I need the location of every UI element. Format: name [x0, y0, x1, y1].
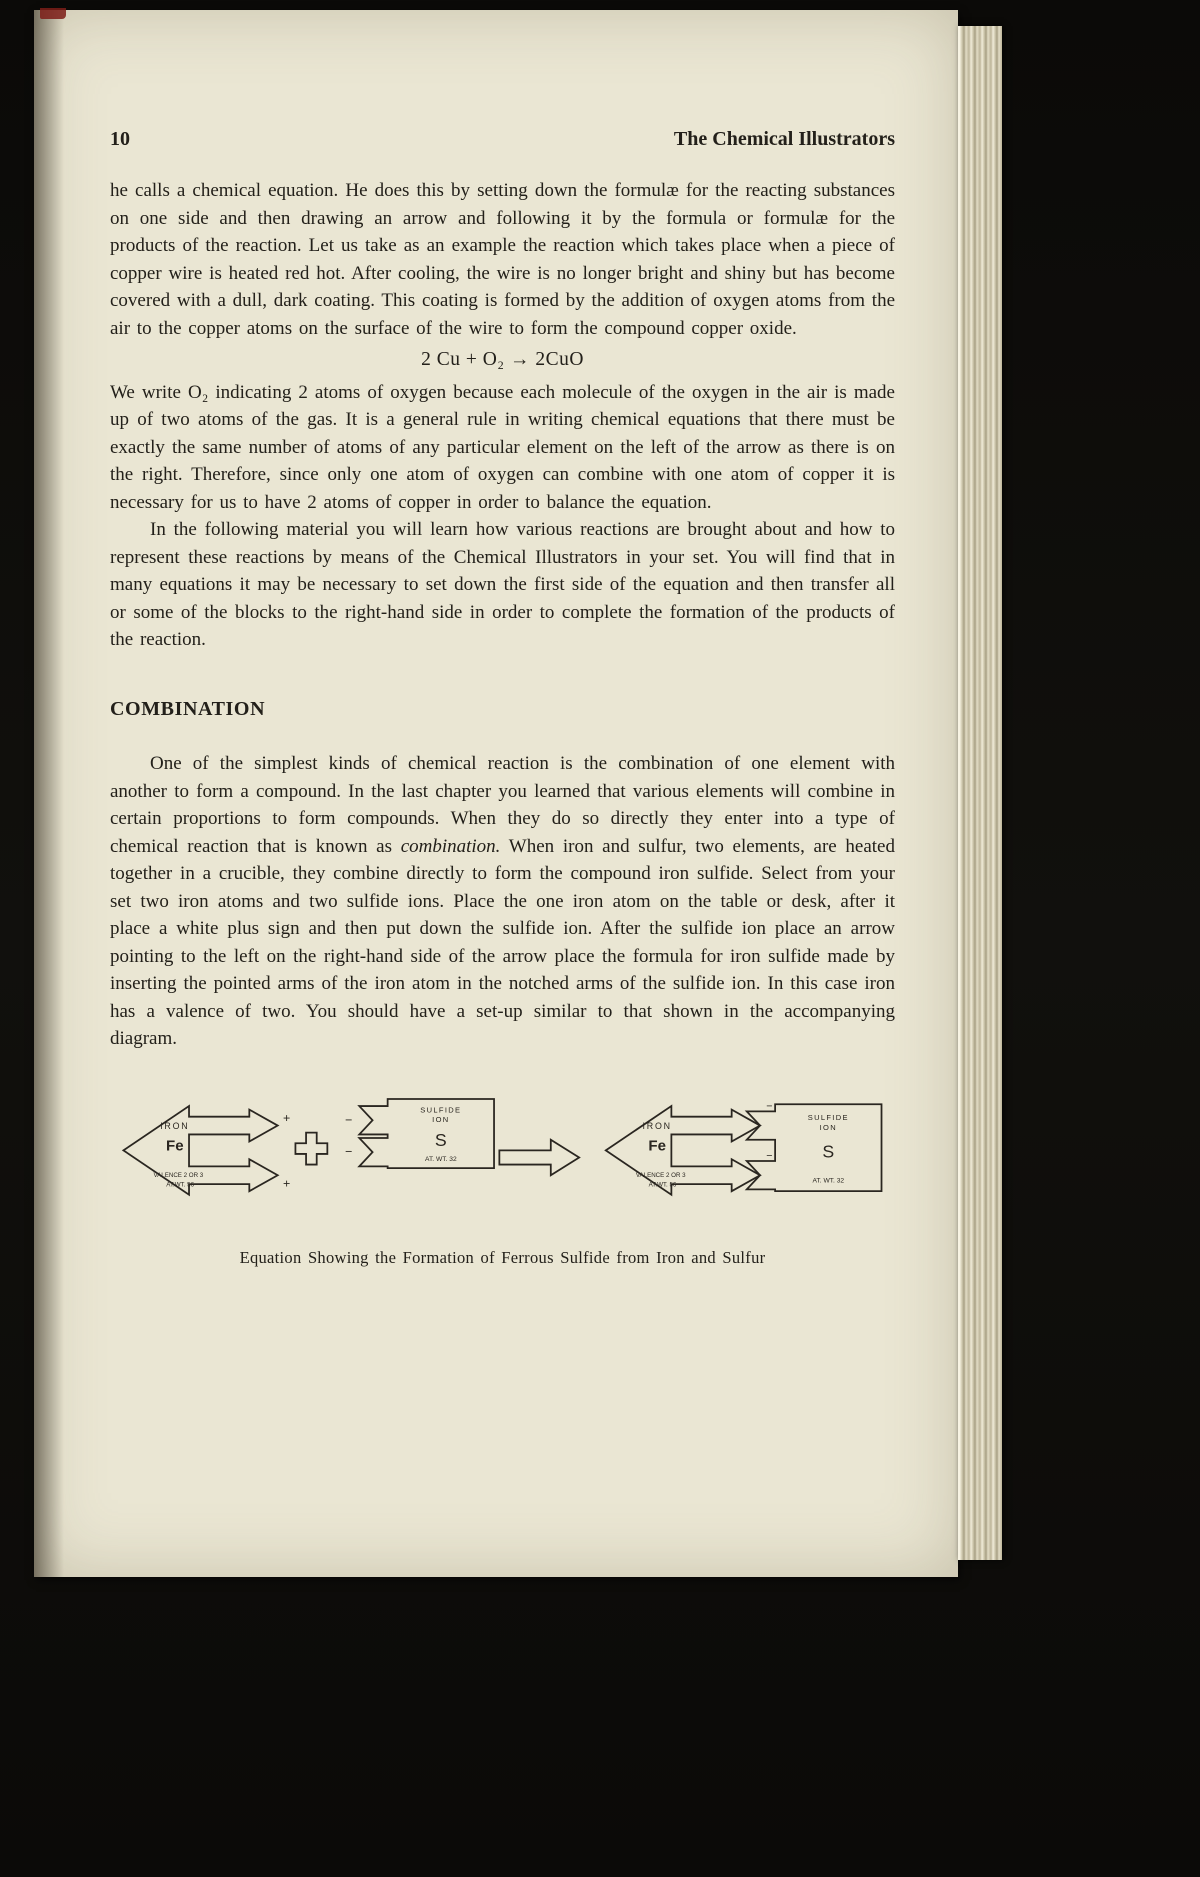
page-body	[110, 177, 895, 1271]
product-sulfide-label-line2: ION	[819, 1122, 837, 1132]
running-title: The Chemical Illustrators	[673, 128, 895, 150]
sulfide-atomic-weight-label: AT. WT. 32	[425, 1155, 457, 1163]
sulfide-label-line2: ION	[432, 1114, 450, 1124]
iron-plus-charge-bottom: +	[283, 1176, 291, 1191]
sulfide-minus-charge-bottom: −	[345, 1144, 353, 1159]
product-sulfide-ion-block	[747, 1100, 882, 1191]
plus-sign-block	[295, 1132, 327, 1164]
emphasized-term-combination: combination.	[400, 835, 501, 857]
sulfide-symbol: S	[434, 1129, 447, 1150]
product-sulfide-atomic-weight-label: AT. WT. 32	[812, 1176, 845, 1184]
product-sulfide-minus-charge-bottom: −	[766, 1149, 773, 1162]
paragraph-4-text: One of the simplest kinds of chemical reaction is the combination of one element with another to form a compound. In the last chapter you learned that various elements will combine in certain proportions to form compounds. When they do so directly they enter into a type of chemical reaction that is known as	[110, 753, 895, 857]
chemical-equation: 2 Cu + O₂ → 2CuO	[421, 349, 584, 370]
page-number: 10	[110, 128, 130, 150]
sulfide-ion-block	[345, 1098, 494, 1167]
iron-valence-label: VALENCE 2 OR 3	[153, 1171, 204, 1179]
product-iron-label: IRON	[642, 1120, 672, 1131]
running-header	[110, 128, 895, 151]
iron-atom-shape	[123, 1106, 277, 1195]
product-sulfide-minus-charge-top: −	[766, 1100, 773, 1113]
reaction-arrow-block	[499, 1139, 579, 1174]
product-iron-atom-shape	[606, 1106, 760, 1195]
product-iron-atom-block	[606, 1106, 760, 1195]
paragraph-1: he calls a chemical equation. He does this by setting down the formulæ for the reacting substances on one side and then drawing an arrow and following it by the formula or formulæ for the products of the reaction. Let us take as an example the reaction which takes place when a piece of copper wire is heated red hot. After cooling, the wire is no longer bright and shiny but has become covered with a dull, dark coating. This coating is formed by the addition of oxygen atoms from the air to the copper atoms on the surface of the wire to form the compound copper oxide.	[110, 180, 895, 339]
product-sulfide-label-line1: SULFIDE	[807, 1112, 849, 1122]
product-sulfide-symbol: S	[822, 1140, 835, 1161]
paragraph-2: We write O₂ indicating 2 atoms of oxygen because each molecule of the oxygen in the air is made up of two atoms of the gas. It is a general rule in writing chemical equations that there must be exactly the same number of atoms of any particular element on the left of the arrow as there is on the right. Therefore, since only one atom of oxygen can combine with one atom of copper it is necessary for us to have 2 atoms of copper in order to balance the equation.	[110, 381, 895, 513]
sulfide-minus-charge-top: −	[345, 1112, 353, 1127]
iron-atom-block	[123, 1106, 290, 1195]
iron-atomic-weight-label: AT.WT. 56	[166, 1181, 195, 1189]
sulfide-label-line1: SULFIDE	[420, 1104, 462, 1114]
reaction-arrow-shape	[499, 1139, 579, 1174]
reaction-diagram	[110, 1083, 895, 1272]
paragraph-3: In the following material you will learn how various reactions are brought about and how to represent these reactions by means of the Chemical Illustrators in your set. You will find that in many equations it may be necessary to set down the first side of the equation and then transfer all or some of the blocks to the right-hand side in order to complete the formation of the products of the reaction.	[110, 519, 895, 650]
book-page	[34, 10, 958, 1577]
product-iron-atomic-weight-label: AT.WT. 56	[648, 1181, 677, 1189]
page-content	[34, 10, 958, 1271]
section-heading-combination: COMBINATION	[110, 697, 266, 720]
iron-plus-charge-top: +	[283, 1110, 291, 1125]
plus-sign-shape	[295, 1132, 327, 1164]
product-iron-symbol: Fe	[648, 1136, 666, 1154]
product-iron-valence-label: VALENCE 2 OR 3	[635, 1171, 686, 1179]
reaction-diagram-svg	[110, 1083, 910, 1216]
iron-label: IRON	[160, 1120, 190, 1131]
diagram-caption: Equation Showing the Formation of Ferrous Sulfide from Iron and Sulfur	[239, 1247, 766, 1267]
page-edge-stack	[958, 26, 1002, 1560]
paragraph-4-text-continued: When iron and sulfur, two elements, are heated together in a crucible, they combine directly to form the compound iron sulfide. Select from your set two iron atoms and two sulfide ions. Place the one iron atom on the table or desk, after it place a white plus sign and then put down the sulfide ion. After the sulfide ion place an arrow pointing to the left on the right-hand side of the arrow place the formula for iron sulfide made by inserting the pointed arms of the iron atom in the notched arms of the sulfide ion. In this case iron has a valence of two. You should have a set-up similar to that shown in the accompanying diagram.	[110, 835, 895, 1049]
paragraph-4	[110, 750, 895, 1053]
iron-symbol: Fe	[166, 1136, 184, 1154]
